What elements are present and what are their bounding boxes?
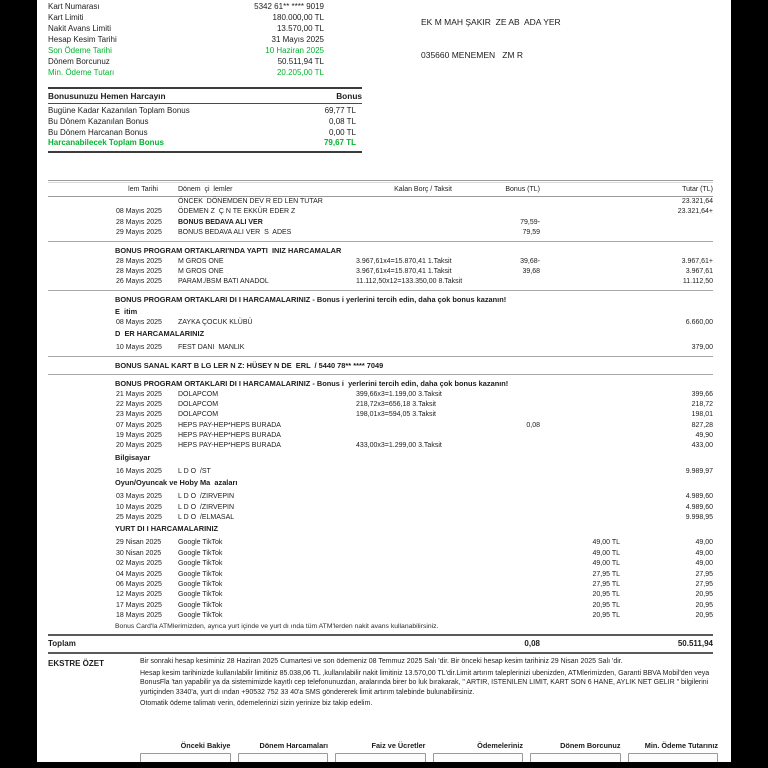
summary-value-box — [335, 753, 426, 762]
account-row — [48, 23, 324, 34]
bonus-box-header-value: Bonus — [336, 91, 362, 101]
cell-original-amount: 20,95 TL — [592, 601, 620, 609]
cell-amount: 23.321,64 — [681, 198, 713, 205]
table-row — [48, 267, 713, 277]
table-row — [48, 277, 713, 287]
cell-date: 08 Mayıs 2025 — [116, 318, 162, 326]
table-row — [48, 503, 713, 513]
cell-date: 23 Mayıs 2025 — [116, 411, 162, 419]
table-row — [48, 467, 713, 477]
table-row — [48, 570, 713, 580]
bonus-row-value: 0,00 TL — [329, 127, 356, 137]
summary-paragraph: Bir sonraki hesap kesiminiz 28 Haziran 2025 Cumartesi ve son ödemeniz 08 Temmuz 2025 Salı 'dir. Bir önceki hesap kesim tarihiniz 29 Nisan 2025 Salı 'dir. — [140, 658, 623, 665]
cell-date: 28 Mayıs 2025 — [116, 257, 162, 265]
cell-description: BONUS BEDAVA ALI VER S ADES — [178, 229, 292, 237]
table-row — [48, 257, 713, 267]
cell-description: Google TikTok — [178, 539, 223, 547]
statement-page — [37, 0, 731, 762]
cell-description: BONUS BEDAVA ALI VER — [178, 218, 263, 226]
table-row — [48, 400, 713, 410]
cell-amount: 3.967,61+ — [681, 257, 713, 265]
summary-column-header: Önceki Bakiye — [180, 741, 231, 750]
cell-original-amount: 27,95 TL — [592, 570, 620, 578]
summary-value-box — [628, 753, 719, 762]
cell-amount: 49,00 — [695, 549, 713, 557]
summary-column-header: Dönem Harcamaları — [259, 741, 328, 750]
summary-value-box — [530, 753, 621, 762]
summary-value-box — [433, 753, 524, 762]
bonus-row-label: Bu Dönem Kazanılan Bonus — [48, 116, 149, 126]
cell-description: DOLAPCOM — [178, 390, 219, 398]
total-row — [48, 634, 713, 654]
cell-amount: 6.660,00 — [685, 318, 713, 326]
cell-original-amount: 49,00 TL — [592, 549, 620, 557]
table-row — [48, 197, 713, 207]
cell-bonus: 39,68- — [520, 257, 540, 265]
account-row-label: Son Ödeme Tarihi — [48, 46, 112, 55]
cell-installment: 198,01x3=594,05 3.Taksit — [356, 411, 436, 419]
address-line1: EK M MAH ŞAKIR ZE AB ADA YER — [421, 17, 561, 27]
cell-description: Google TikTok — [178, 601, 223, 609]
table-row — [48, 513, 713, 523]
cell-description: HEPS PAY-HEP*HEPS BURADA — [178, 432, 281, 440]
summary-column-header: Faiz ve Ücretler — [371, 741, 426, 750]
cell-amount: 399,66 — [691, 390, 713, 398]
cell-description: PARAM./BSM BATI ANADOL — [178, 278, 269, 286]
cell-date: 04 Mayıs 2025 — [116, 570, 162, 578]
bonus-row — [48, 128, 362, 139]
table-row — [48, 559, 713, 569]
cell-date: 18 Mayıs 2025 — [116, 612, 162, 620]
table-row — [48, 343, 713, 353]
cell-amount: 379,00 — [691, 344, 713, 352]
cell-amount: 3.967,61 — [685, 267, 713, 275]
cell-amount: 27,95 — [695, 580, 713, 588]
account-row-label: Min. Ödeme Tutarı — [48, 68, 115, 77]
address-line2: 035660 MENEMEN ZM R — [421, 50, 524, 60]
summary-column-header: Ödemeleriniz — [477, 741, 523, 750]
account-row-label: Nakit Avans Limiti — [48, 24, 111, 33]
cell-date: 07 Mayıs 2025 — [116, 421, 162, 429]
cell-date: 30 Nisan 2025 — [116, 549, 162, 557]
cell-original-amount: 20,95 TL — [592, 591, 620, 599]
table-row — [48, 318, 713, 328]
subsection-header: YURT DI I HARCAMALARINIZ — [115, 524, 219, 534]
header-amount: Tutar (TL) — [682, 186, 713, 193]
table-row — [48, 207, 713, 217]
subsection-header: E itim — [115, 306, 138, 316]
account-row-label: Dönem Borcunuz — [48, 57, 110, 66]
account-row-value: 13.570,00 TL — [276, 24, 324, 33]
header-bonus: Bonus (TL) — [505, 186, 540, 193]
cell-date: 28 Mayıs 2025 — [116, 218, 162, 226]
bonus-row-value: 79,67 TL — [323, 138, 356, 148]
cell-description: M GROS ONE — [178, 257, 224, 265]
bonus-box-header — [48, 87, 362, 104]
header-installment: Kalan Borç / Taksit — [394, 186, 452, 193]
account-row-label: Kart Numarası — [48, 2, 100, 11]
cell-amount: 4.989,60 — [685, 503, 713, 511]
cell-amount: 4.989,60 — [685, 493, 713, 501]
bonus-row — [48, 138, 362, 149]
cell-bonus: 0,08 — [526, 421, 540, 429]
account-row-value: 10 Haziran 2025 — [265, 46, 324, 55]
cell-date: 25 Mayıs 2025 — [116, 514, 162, 522]
bonus-row — [48, 117, 362, 128]
cell-amount: 27,95 — [695, 570, 713, 578]
subsection-header: D ER HARCAMALARINIZ — [115, 329, 205, 339]
cell-date: 06 Mayıs 2025 — [116, 580, 162, 588]
account-row — [48, 1, 324, 12]
cell-bonus: 39,68 — [522, 267, 540, 275]
bonus-row-label: Bu Dönem Harcanan Bonus — [48, 127, 148, 137]
cell-installment: 433,00x3=1.299,00 3.Taksit — [356, 442, 442, 450]
cell-original-amount: 49,00 TL — [592, 539, 620, 547]
cell-date: 21 Mayıs 2025 — [116, 390, 162, 398]
account-row-value: 180.000,00 TL — [272, 13, 324, 22]
cell-bonus: 79,59- — [520, 218, 540, 226]
bonus-row-value: 69,77 TL — [324, 106, 356, 115]
cell-original-amount: 27,95 TL — [592, 580, 620, 588]
cell-description: M GROS ONE — [178, 267, 224, 275]
total-amount: 50.511,94 — [677, 638, 713, 648]
cell-description: Google TikTok — [178, 580, 223, 588]
cell-amount: 9.998,95 — [685, 514, 713, 522]
cell-date: 02 Mayıs 2025 — [116, 560, 162, 568]
table-row — [48, 580, 713, 590]
cell-amount: 20,95 — [695, 591, 713, 599]
cell-description: Google TikTok — [178, 591, 223, 599]
subsection-header: Bilgisayar — [115, 452, 151, 462]
cell-description: FEST DANI MANLIK — [178, 344, 245, 352]
cell-installment: 3.967,61x4=15.870,41 1.Taksit — [356, 267, 452, 275]
subsection-header: Oyun/Oyuncak ve Hoby Ma azaları — [115, 478, 238, 488]
table-row — [48, 611, 713, 621]
address-block — [421, 0, 721, 83]
cell-bonus: 79,59 — [522, 229, 540, 237]
section-header: BONUS SANAL KART B LG LER N Z: HÜSEY N DE ERL / 5440 78** **** 7049 — [115, 360, 384, 370]
bottom-summary-strip — [140, 739, 718, 762]
account-row-value: 20.205,00 TL — [276, 68, 324, 77]
summary-paragraph: Otomatik ödeme talimatı verin, ödemelerinizi sizin yerinize biz takip edelim. — [140, 700, 373, 708]
cell-installment: 399,66x3=1.199,00 3.Taksit — [356, 390, 442, 398]
cell-date: 08 Mayıs 2025 — [116, 208, 162, 216]
account-row — [48, 12, 324, 23]
table-footnote: Bonus Card'la ATMlerimizden, ayrıca yurt içinde ve yurt dı ında tüm ATM'lerden nakit avans kullanabilirsiniz. — [115, 622, 439, 630]
cell-description: Google TikTok — [178, 570, 223, 578]
table-row — [48, 218, 713, 228]
bonus-row-label: Bugüne Kadar Kazanılan Toplam Bonus — [48, 106, 190, 115]
statement-summary-text — [140, 657, 713, 709]
cell-description: L D O /ELMASAL — [178, 514, 235, 522]
summary-column-header: Dönem Borcunuz — [560, 741, 621, 750]
bonus-row-label: Harcanabilecek Toplam Bonus — [48, 138, 164, 148]
cell-date: 22 Mayıs 2025 — [116, 400, 162, 408]
account-row-value: 50.511,94 TL — [277, 57, 324, 66]
bonus-box-title: Bonusunuzu Hemen Harcayın — [48, 91, 166, 101]
cell-date: 28 Mayıs 2025 — [116, 267, 162, 275]
table-row — [48, 601, 713, 611]
summary-paragraph: Hesap kesim tarihinizde kullanılabilir limitiniz 85.038,06 TL ,kullanılabilir nakit limitiniz 13.570,00 TL'dir.Limit artırım taleplerinizi ubenizden, ATMlerimizden, Garanti BBVA Mobil'den veya BonusFla 'tan yapabilir ya da sistemimizde kayıtlı cep telefonunuzdan, aralarında birer bo luk bırakarak, " ARTIR, ISTENILEN LIMIT, KART SON 6 HANE, AYLIK NET GELIR " bilgilerini yurtiçinden 3340'a, yurt dı ından +90532 752 33 40'a SMS göndererek limit artırım talebinde bulunabilirsiniz. — [140, 669, 710, 696]
statement-summary-section — [48, 657, 713, 711]
summary-column — [335, 739, 426, 762]
cell-description: L D O /ST — [178, 467, 211, 475]
cell-date: 16 Mayıs 2025 — [116, 467, 162, 475]
cell-description: Google TikTok — [178, 549, 223, 557]
cell-amount: 49,00 — [695, 539, 713, 547]
cell-original-amount: 49,00 TL — [592, 560, 620, 568]
cell-date: 12 Mayıs 2025 — [116, 591, 162, 599]
account-row — [48, 56, 324, 67]
summary-column — [433, 739, 524, 762]
cell-date: 26 Mayıs 2025 — [116, 278, 162, 286]
cell-description: ÖNCEK DÖNEMDEN DEV R ED LEN TUTAR — [178, 198, 323, 205]
summary-column — [140, 739, 231, 762]
account-row-label: Kart Limiti — [48, 13, 84, 22]
section-header: BONUS PROGRAM ORTAKLARI DI I HARCAMALARINIZ - Bonus i yerlerini tercih edin, daha çok bonus kazanın! — [115, 294, 507, 304]
bonus-row-value: 0,08 TL — [329, 116, 356, 126]
summary-column-header: Min. Ödeme Tutarınız — [644, 741, 718, 750]
cell-date: 20 Mayıs 2025 — [116, 442, 162, 450]
table-row — [48, 410, 713, 420]
bonus-summary-box — [48, 87, 362, 153]
cell-original-amount: 20,95 TL — [592, 612, 620, 620]
cell-description: DOLAPCOM — [178, 400, 219, 408]
account-row — [48, 45, 324, 56]
cell-installment: 3.967,61x4=15.870,41 1.Taksit — [356, 257, 452, 265]
cell-amount: 20,95 — [695, 601, 713, 609]
table-rule — [48, 356, 713, 357]
cell-installment: 218,72x3=656,18 3.Taksit — [356, 400, 436, 408]
table-body — [48, 197, 713, 632]
cell-amount: 218,72 — [691, 400, 713, 408]
cell-description: L D O /ZIRVEPIN — [178, 493, 235, 501]
table-row — [48, 549, 713, 559]
cell-amount: 49,90 — [695, 432, 713, 440]
cell-amount: 20,95 — [695, 612, 713, 620]
table-row — [48, 492, 713, 502]
account-row-label: Hesap Kesim Tarihi — [48, 35, 117, 44]
section-header: BONUS PROGRAM ORTAKLARI DI I HARCAMALARINIZ - Bonus i yerlerini tercih edin, daha çok bonus kazanın! — [115, 378, 509, 388]
table-row — [48, 441, 713, 451]
cell-date: 19 Mayıs 2025 — [116, 432, 162, 440]
cell-date: 10 Mayıs 2025 — [116, 344, 162, 352]
account-row — [48, 34, 324, 45]
cell-description: DOLAPCOM — [178, 411, 219, 419]
table-row — [48, 228, 713, 238]
transactions-table — [48, 180, 713, 654]
cell-description: L D O /ZIRVEPIN — [178, 503, 235, 511]
summary-column — [530, 739, 621, 762]
summary-column — [238, 739, 329, 762]
cell-amount: 23.321,64+ — [677, 208, 713, 216]
table-row — [48, 390, 713, 400]
cell-amount: 49,00 — [695, 560, 713, 568]
cell-description: Google TikTok — [178, 612, 223, 620]
header-description: Dönem çi lemler — [178, 186, 233, 193]
total-label: Toplam — [48, 638, 76, 648]
cell-amount: 9.989,97 — [685, 467, 713, 475]
cell-date: 29 Nisan 2025 — [116, 539, 162, 547]
cell-amount: 827,28 — [691, 421, 713, 429]
account-row — [48, 67, 324, 78]
cell-description: HEPS PAY-HEP*HEPS BURADA — [178, 442, 281, 450]
cell-amount: 433,00 — [691, 442, 713, 450]
summary-value-box — [238, 753, 329, 762]
cell-description: Google TikTok — [178, 560, 223, 568]
table-row — [48, 538, 713, 548]
summary-column — [628, 739, 719, 762]
header-date: lem Tarihi — [126, 186, 158, 193]
cell-installment: 11.112,50x12=133.350,00 8.Taksit — [356, 278, 463, 286]
summary-value-box — [140, 753, 231, 762]
section-header: BONUS PROGRAM ORTAKLARI'NDA YAPTI INIZ HARCAMALAR — [115, 245, 342, 255]
cell-description: ÖDEMEN Z Ç N TE EKKÜR EDER Z — [178, 208, 296, 216]
table-header-row — [48, 183, 713, 197]
cell-description: HEPS PAY-HEP*HEPS BURADA — [178, 421, 281, 429]
table-row — [48, 431, 713, 441]
table-row — [48, 421, 713, 431]
cell-date: 10 Mayıs 2025 — [116, 503, 162, 511]
account-row-value: 31 Mayıs 2025 — [271, 35, 324, 44]
total-bonus: 0,08 — [524, 638, 540, 648]
cell-description: ZAYKA ÇOCUK KLÜBÜ — [178, 318, 253, 326]
bonus-box-rows — [48, 104, 362, 153]
cell-date: 29 Mayıs 2025 — [116, 229, 162, 237]
table-row — [48, 590, 713, 600]
account-row-value: 5342 61** **** 9019 — [254, 2, 324, 11]
cell-date: 03 Mayıs 2025 — [116, 493, 162, 501]
table-rule — [48, 241, 713, 242]
table-rule — [48, 374, 713, 375]
statement-summary-label: EKSTRE ÖZET — [48, 659, 105, 668]
table-rule — [48, 290, 713, 291]
account-info-block — [48, 1, 324, 78]
cell-date: 17 Mayıs 2025 — [116, 601, 162, 609]
cell-amount: 11.112,50 — [682, 278, 713, 286]
cell-amount: 198,01 — [691, 411, 713, 419]
bonus-row — [48, 106, 362, 117]
